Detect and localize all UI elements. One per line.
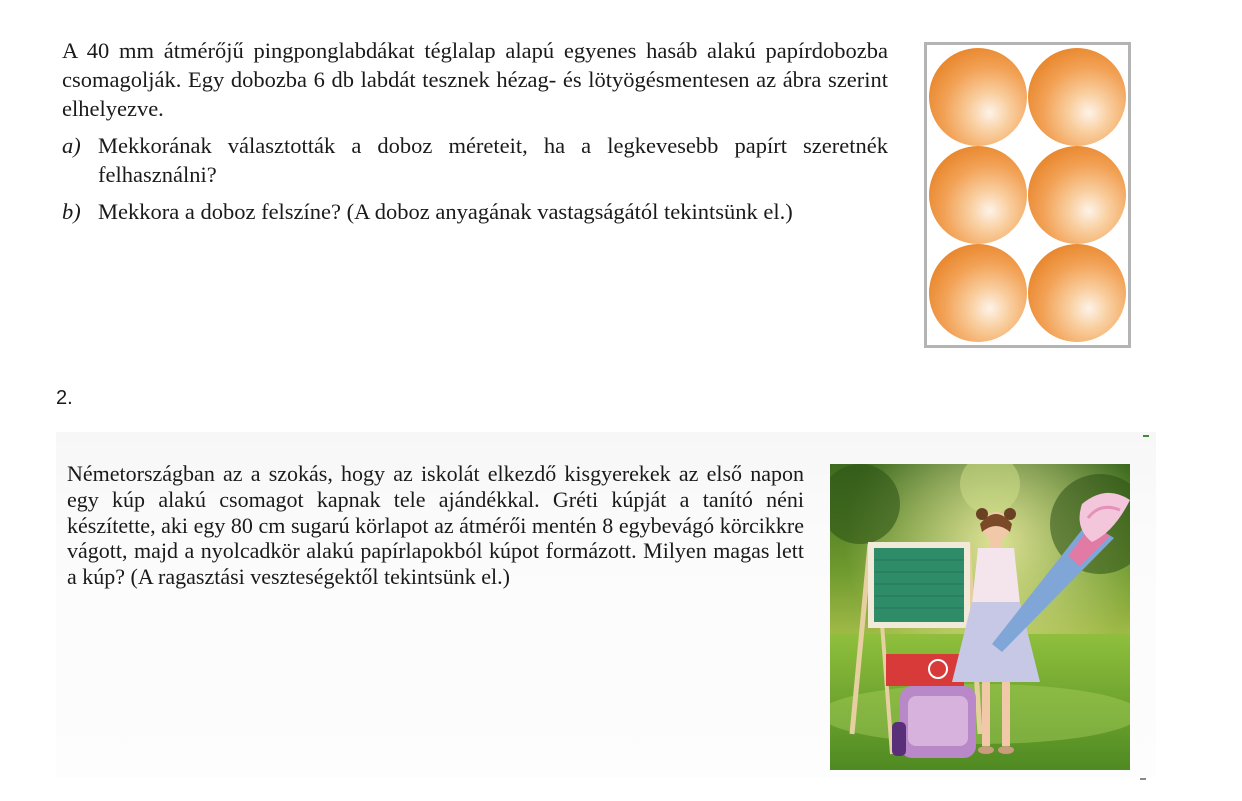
item-a-label: a) bbox=[62, 133, 81, 158]
item-b-text: Mekkora a doboz felszíne? (A doboz anyagának vastagságától tekintsünk el.) bbox=[98, 199, 793, 224]
ping-pong-ball bbox=[929, 244, 1027, 342]
item-a-text: Mekkorának választották a doboz méreteit, ha a legkevesebb papírt szeretnék felhasználni? bbox=[98, 133, 888, 187]
task1-text bbox=[62, 36, 888, 226]
task1-item-a bbox=[62, 131, 888, 189]
ping-pong-ball bbox=[1028, 146, 1126, 244]
ping-pong-ball bbox=[929, 146, 1027, 244]
item-b-label: b) bbox=[62, 199, 81, 224]
ball-box-figure bbox=[924, 42, 1131, 348]
task1-item-b bbox=[62, 197, 888, 226]
task2-number: 2. bbox=[56, 387, 73, 409]
ping-pong-ball bbox=[1028, 48, 1126, 146]
task1-intro: A 40 mm átmérőjű pingponglabdákat téglalap alapú egyenes hasáb alakú papírdobozba csomagolják. Egy dobozba 6 db labdát tesznek hézag- és lötyögésmentesen az ábra szerint elhelyezve. bbox=[62, 38, 888, 121]
ping-pong-ball bbox=[929, 48, 1027, 146]
scan-mark bbox=[1140, 778, 1146, 780]
scan-mark bbox=[1143, 435, 1149, 437]
ping-pong-ball bbox=[1028, 244, 1126, 342]
task2-text: Németországban az a szokás, hogy az iskolát elkezdő kisgyerekek az első napon egy kúp alakú csomagot kapnak tele ajándékkal. Gréti kúpját a tanító néni készítette, aki egy 80 cm sugarú körlapot az átmérői mentén 8 egybevágó körcikkre vágott, majd a nyolcadkör alakú papírlapokból kúpot formázott. Milyen magas lett a kúp? (A ragasztási veszteségektől tekintsünk el.) bbox=[67, 461, 804, 590]
schoolchild-photo bbox=[830, 464, 1130, 770]
photo-illustration bbox=[830, 464, 1130, 770]
